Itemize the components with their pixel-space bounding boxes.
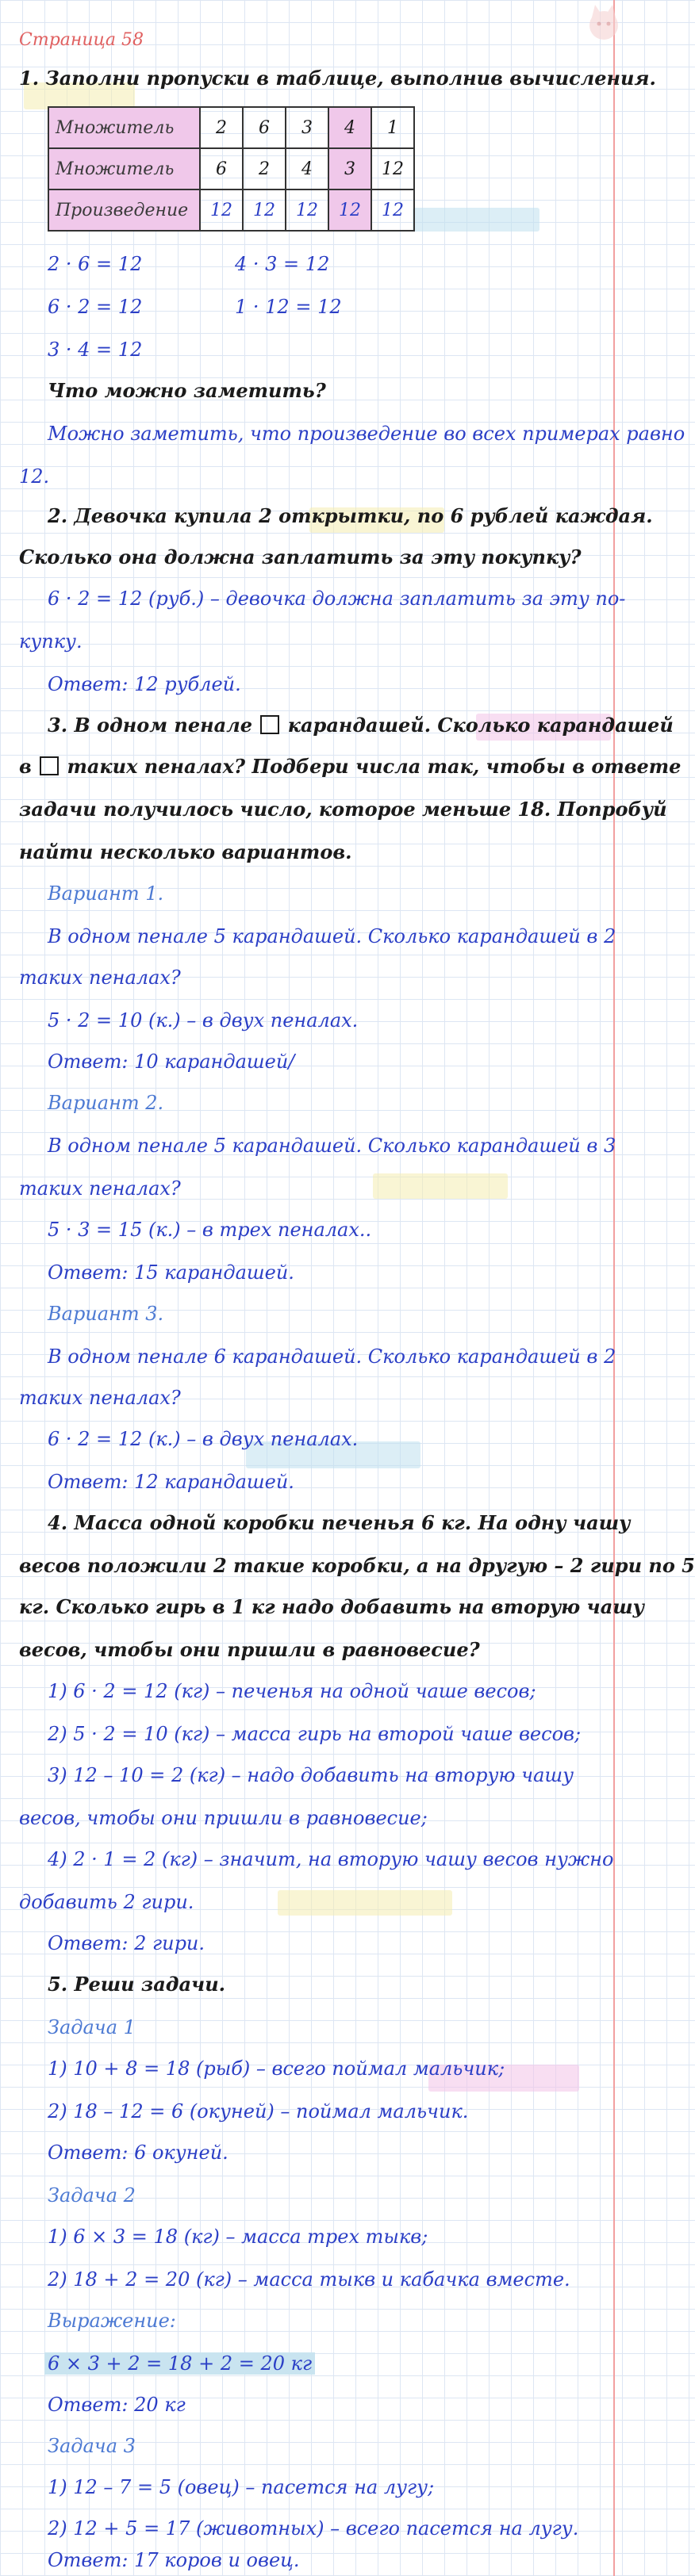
expression-label: Выражение: (48, 2310, 176, 2332)
table-cell: 12 (371, 189, 414, 231)
table-cell: 2 (200, 107, 243, 148)
table-cell: 12 (243, 189, 286, 231)
task2-answer: Ответ: 12 рублей. (48, 673, 241, 695)
task4-step: 2) 5 · 2 = 10 (кг) – масса гирь на второй чаше весов; (48, 1723, 582, 1745)
problem-name: Задача 2 (48, 2184, 136, 2207)
task2-title-cont: Сколько она должна заплатить за эту покупку? (19, 545, 582, 568)
table-cell: 4 (328, 107, 371, 148)
task4-step: 3) 12 – 10 = 2 (кг) – надо добавить на вторую чашу (48, 1764, 574, 1786)
task4-answer: Ответ: 2 гири. (48, 1932, 205, 1954)
variant-condition-cont: таких пеналах? (19, 966, 181, 989)
table-row (48, 189, 414, 231)
table-cell: 1 (371, 107, 414, 148)
task4-title-cont: кг. Сколько гирь в 1 кг надо добавить на вторую чашу (19, 1595, 645, 1618)
task3-title-cont: найти несколько вариантов. (19, 840, 352, 863)
problem-answer: Ответ: 6 окуней. (48, 2142, 228, 2164)
calc-line: 4 · 3 = 12 (235, 253, 330, 275)
table-cell: 6 (200, 148, 243, 189)
row-header: Произведение (48, 189, 200, 231)
task3-title-part: 3. В одном пенале (48, 714, 253, 737)
empty-box-icon (40, 756, 59, 775)
row-header: Множитель (48, 148, 200, 189)
problem-step: 1) 6 × 3 = 18 (кг) – масса трех тыкв; (48, 2226, 428, 2248)
calc-line: 6 · 2 = 12 (48, 296, 143, 318)
variant-answer: Ответ: 15 карандашей. (48, 1261, 294, 1284)
task4-title: 4. Масса одной коробки печенья 6 кг. На одну чашу (48, 1511, 631, 1534)
variant-condition: В одном пенале 5 карандашей. Сколько карандашей в 3 (48, 1135, 616, 1157)
task3-title-cont: задачи получилось число, которое меньше 18. Попробуй (19, 798, 667, 821)
variant-solution: 5 · 3 = 15 (к.) – в трех пеналах.. (48, 1219, 372, 1241)
variant-condition: В одном пенале 6 карандашей. Сколько карандашей в 2 (48, 1345, 616, 1368)
problem-name: Задача 1 (48, 2016, 136, 2038)
variant-condition-cont: таких пеналах? (19, 1177, 181, 1200)
task2-solution: 6 · 2 = 12 (руб.) – девочка должна заплатить за эту по- (48, 588, 626, 610)
problem-step: 2) 12 + 5 = 17 (животных) – всего пасется на лугу. (48, 2517, 579, 2540)
table-cell: 4 (286, 148, 328, 189)
task3-title-cont (19, 753, 681, 780)
task4-step-cont: весов, чтобы они пришли в равновесие; (19, 1807, 428, 1829)
task4-title-cont: весов положили 2 такие коробки, а на другую – 2 гири по 5 (19, 1554, 695, 1577)
problem-step: 1) 12 – 7 = 5 (овец) – пасется на лугу; (48, 2476, 435, 2498)
table-row (48, 148, 414, 189)
table-cell: 12 (371, 148, 414, 189)
variant-solution: 6 · 2 = 12 (к.) – в двух пеналах. (48, 1428, 359, 1450)
task3-title-part: таких пеналах? Подбери числа так, чтобы в ответе (67, 755, 682, 778)
table-cell: 3 (286, 107, 328, 148)
task4-step: 4) 2 · 1 = 2 (кг) – значит, на вторую чашу весов нужно (48, 1848, 614, 1870)
problem-step: 2) 18 – 12 = 6 (окуней) – поймал мальчик. (48, 2100, 469, 2122)
task3-title-part: карандашей. Сколько карандашей (287, 714, 674, 737)
watermark-patch (373, 1173, 508, 1199)
task4-step-cont: добавить 2 гири. (19, 1891, 194, 1913)
variant-solution: 5 · 2 = 10 (к.) – в двух пеналах. (48, 1009, 359, 1032)
task3-title-part: в (19, 755, 32, 778)
task4-step: 1) 6 · 2 = 12 (кг) – печенья на одной чаше весов; (48, 1680, 536, 1702)
variant-name: Вариант 3. (48, 1303, 164, 1325)
table-row (48, 107, 414, 148)
task1-title: 1. Заполни пропуски в таблице, выполнив вычисления. (19, 67, 656, 90)
multiplication-table (48, 106, 415, 232)
table-cell: 12 (286, 189, 328, 231)
row-header: Множитель (48, 107, 200, 148)
watermark-patch (413, 208, 539, 232)
task1-answer-cont: 12. (19, 465, 50, 488)
variant-name: Вариант 1. (48, 882, 164, 905)
table-cell: 2 (243, 148, 286, 189)
problem-step: 1) 10 + 8 = 18 (рыб) – всего поймал мальчик; (48, 2057, 505, 2080)
watermark-patch (278, 1890, 452, 1916)
cat-mascot-icon (582, 2, 625, 44)
task2-title: 2. Девочка купила 2 открытки, по 6 рублей каждая. (48, 504, 653, 527)
table-cell: 12 (328, 189, 371, 231)
variant-answer: Ответ: 10 карандашей/ (48, 1051, 295, 1073)
table-cell: 3 (328, 148, 371, 189)
table-cell: 6 (243, 107, 286, 148)
calc-line: 2 · 6 = 12 (48, 253, 143, 275)
task4-title-cont: весов, чтобы они пришли в равновесие? (19, 1638, 480, 1661)
variant-name: Вариант 2. (48, 1092, 164, 1114)
task1-answer: Можно заметить, что произведение во всех примерах равно (48, 423, 685, 445)
notebook-margin-line (613, 0, 615, 2576)
problem-step: 2) 18 + 2 = 20 (кг) – масса тыкв и кабачка вместе. (48, 2268, 570, 2291)
variant-condition-cont: таких пеналах? (19, 1387, 181, 1409)
expression-highlight: 6 × 3 + 2 = 18 + 2 = 20 кг (44, 2352, 315, 2375)
problem-answer: Ответ: 17 коров и овец. (48, 2549, 300, 2571)
task3-title (48, 712, 674, 739)
problem-answer: Ответ: 20 кг (48, 2394, 186, 2416)
expression (44, 2350, 315, 2377)
task5-title: 5. Реши задачи. (48, 1973, 225, 1996)
calc-line: 3 · 4 = 12 (48, 339, 143, 361)
table-cell: 12 (200, 189, 243, 231)
empty-box-icon (260, 715, 279, 734)
page-title: Страница 58 (19, 30, 144, 50)
variant-answer: Ответ: 12 карандашей. (48, 1471, 294, 1493)
task2-solution-cont: купку. (19, 630, 83, 653)
problem-name: Задача 3 (48, 2435, 136, 2457)
task1-question: Что можно заметить? (48, 379, 326, 402)
variant-condition: В одном пенале 5 карандашей. Сколько карандашей в 2 (48, 925, 616, 947)
calc-line: 1 · 12 = 12 (235, 296, 342, 318)
